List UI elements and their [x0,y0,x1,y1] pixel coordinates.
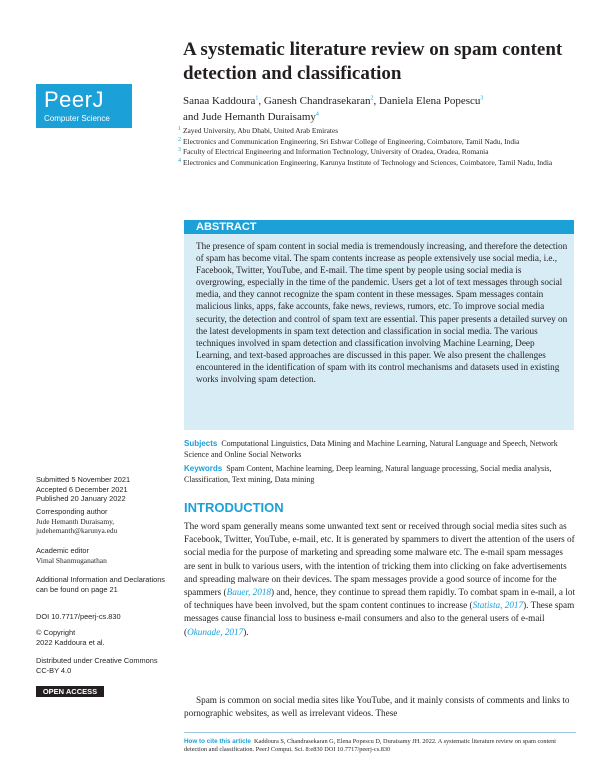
footer-rule [184,732,576,733]
editor-name: Vimal Shanmuganathan [36,555,107,565]
footer-text: Kaddoura S, Chandrasekaran G, Elena Popescu D, Duraisamy JH. 2022. A systematic literature review on spam content detection and classification. PeerJ Comput. Sci. 8:e830 DOI 10.7717/peerj-cs.830 [184,738,556,753]
affiliation-3: 3 Faculty of Electrical Engineering and Information Technology, University of Oradea, Oradea, Romania [178,147,489,156]
affiliation-2: 2 Electronics and Communication Engineering, Sri Eshwar College of Engineering, Coimbatore, Tamil Nadu, India [178,136,520,146]
affiliation-4: 4 Electronics and Communication Engineering, Karunya Institute of Technology and Sciences, Coimbatore, Tamil Nadu, India [178,157,553,167]
author-4: and Jude Hemanth Duraisamy$^4$ [183,111,319,124]
author-2: Ganesh Chandrasekaran$^2$, [263,94,379,107]
footer-label: How to cite this article [184,738,251,745]
logo-subtitle: Computer Science [44,114,110,123]
affiliation-list [178,126,558,168]
corresponding-label: Corresponding author [36,507,108,516]
subjects [184,438,574,460]
copyright-block [36,628,176,647]
academic-editor [36,546,176,565]
abstract-text: The presence of spam content in social media is tremendously increasing, and therefore the detection of spam has become vital. The spam contents increase as people extensively use social media, i.e., Facebook, Twitter, YouTube, and E-mail. The time spent by people using social media is overgrowing, especially in the time of the pandemic. Users get a lot of text messages through social media, and they cannot recognize the spam content in these messages. Spam messages contain malicious links, apps, fake accounts, fake news, reviews, rumors, etc. To improve social media security, the detection and control of spam text are essential. This paper presents a detailed survey on the latest developments in spam text detection and classification in social media. The various techniques involved in spam detection and classification involving Machine Learning, Deep Learning, and text-based approaches are discussed in this paper. We also present the challenges encountered in the identification of spam with its control mechanisms and datasets used in existing works involving spam detection. [196,241,568,385]
corresponding-author [36,507,176,536]
subjects-text: Computational Linguistics, Data Mining and Machine Learning, Natural Language and Speech, Network Science and Online Social Networks [184,439,558,459]
corresponding-email[interactable]: judehemanth@karunya.edu [36,526,118,535]
open-access-badge: OPEN ACCESS [36,686,104,697]
corresponding-name: Jude Hemanth Duraisamy, [36,516,115,526]
additional-info[interactable]: Additional Information and Declarations can be found on page 21 [36,575,166,594]
author-1: Sanaa Kaddoura$^1$, [183,94,264,107]
copyright-label: © Copyright [36,628,76,637]
citation-statista[interactable]: Statista, 2017 [472,600,524,611]
copyright-text: 2022 Kaddoura et al. [36,637,105,647]
keywords-label: Keywords [184,464,223,473]
citation-bauer[interactable]: Bauer, 2018 [226,587,272,598]
published-date: Published 20 January 2022 [36,494,126,503]
peerj-logo [36,84,132,128]
affiliation-1: 1 Zayed University, Abu Dhabi, United Arab Emirates [178,126,339,135]
author-list [183,91,583,124]
license-text[interactable]: Distributed under Creative Commons CC-BY 4.0 [36,656,158,675]
submitted-date: Submitted 5 November 2021 [36,475,131,484]
introduction-heading: INTRODUCTION [184,500,284,515]
dates-block [36,475,176,504]
editor-label: Academic editor [36,546,89,555]
keywords [184,463,574,485]
doi[interactable]: DOI 10.7717/peerj-cs.830 [36,612,121,621]
introduction-paragraph-2: Spam is common on social media sites like YouTube, and it mainly consists of comments and links to pornographic websites, as well as irrelevant videos. These [184,695,570,719]
citation-okunade[interactable]: Okunade, 2017 [187,626,244,637]
abstract-heading: ABSTRACT [184,220,574,234]
logo-brand: PeerJ [44,87,104,112]
author-3: Daniela Elena Popescu$^3$ [379,94,484,107]
accepted-date: Accepted 6 December 2021 [36,484,128,494]
citation-footer [184,738,576,754]
keywords-text: Spam Content, Machine learning, Deep learning, Natural language processing, Social media analysis, Classification, Text mining, Data mining [184,464,552,484]
article-title: A systematic literature review on spam content detection and classification [183,39,563,84]
subjects-label: Subjects [184,439,218,448]
introduction-paragraph-1: The word spam generally means some unwanted text sent or received through social media sites such as Facebook, Twitter, YouTube, e-mail, etc. It is generated by spammers to divert the attention of the users of social media for the purpose of marketing and spreading some malware etc. The e-mail spam messages are sent in bulk to various users, with the intention of tricking them into clicking on fake advertisements and spreading malware on their devices. The spam messages provide a good source of income for the spammers (Bauer, 2018) and, hence, they continue to spread them rapidly. To combat spam in e-mail, a lot of techniques have been involved, but the spam content continues to increase (Statista, 2017). These spam messages cause financial loss to business e-mail consumers and also to the general users of e-mail (Okunade, 2017). [184,521,575,637]
